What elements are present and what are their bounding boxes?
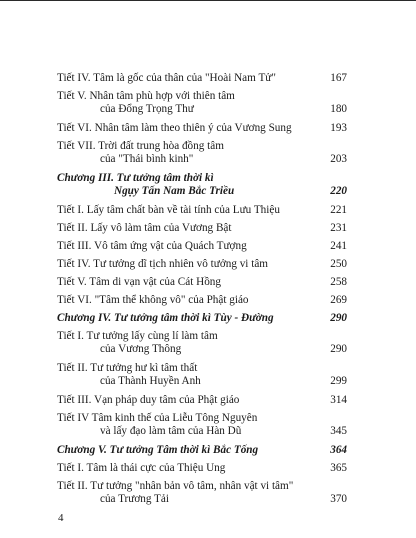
toc-entry-title: Chương V. Tư tưởng Tâm thời kì Bắc Tống [57,444,259,456]
top-border [0,0,416,1]
toc-entry-title: Tiết II. Lấy vô làm tâm của Vương Bật [57,222,232,234]
toc-line [57,90,347,103]
page-number: 4 [58,512,64,524]
toc-line [57,394,347,407]
toc-entry-title: Tiết V. Tâm di vạn vật của Cát Hồng [57,276,221,288]
toc-entry-title: Tiết VI. "Tâm thể không vô" của Phật giáo [57,294,249,306]
toc-entry-title: Tiết IV. Tư tưởng dĩ tịch nhiên vô tưởng vi tâm [57,258,268,270]
toc-line [57,276,347,289]
toc-entry-title: Tiết IV. Tâm là gốc của thân của "Hoài Nam Tử" [57,72,276,84]
toc-line [57,172,347,185]
toc-entry-title: Tiết V. Nhân tâm phù hợp với thiên tâm [57,90,235,102]
toc-page-number: 221 [330,204,347,216]
toc-page-number: 365 [330,462,347,474]
toc-entry [57,330,347,356]
toc-line [57,312,347,325]
toc-entry [57,412,347,438]
toc-entry-title: của Thành Huyền Anh [100,375,201,387]
toc-entry [57,362,347,388]
toc-chapter [57,444,347,457]
toc-page-number: 241 [330,240,347,252]
toc-line [57,153,347,166]
toc-line [57,493,347,506]
toc-entry-title: và lấy đạo làm tâm của Hàn Dũ [100,425,242,437]
toc-page-number: 290 [330,312,347,324]
toc-page-number: 203 [330,153,347,165]
toc-line [57,185,347,198]
toc-chapter [57,312,347,325]
toc-entry [57,204,347,217]
toc-page-number: 290 [330,343,347,355]
toc-line [57,140,347,153]
toc-line [57,222,347,235]
toc-entry-title: Tiết III. Vô tâm ứng vật của Quách Tượng [57,240,247,252]
toc-page-number: 269 [330,294,347,306]
toc-entry-title: Ngụy Tấn Nam Bắc Triều [114,185,235,197]
toc-line [57,294,347,307]
toc-entry-title: Tiết II. Tư tưởng "nhân bản vô tâm, nhân vật vi tâm" [57,480,294,492]
toc-entry-title: Chương IV. Tư tưởng tâm thời kì Tùy - Đường [57,312,274,324]
toc-page-number: 364 [330,444,347,456]
toc-line [57,444,347,457]
toc-line [57,480,347,493]
toc-page-number: 299 [330,375,347,387]
toc-entry [57,72,347,85]
toc-entry [57,258,347,271]
toc-page-number: 314 [330,394,347,406]
toc-entry-title: Tiết I. Lấy tâm chất bàn về tài tính của Lưu Thiệu [57,204,280,216]
toc-entry-title: Tiết I. Tư tưởng lấy cùng lí làm tâm [57,330,218,342]
toc-entry [57,480,347,506]
toc-page-number: 250 [330,258,347,270]
toc-line [57,330,347,343]
toc-line [57,343,347,356]
toc-page-number: 370 [330,493,347,505]
toc-entry-title: của Đổng Trọng Thư [100,103,194,115]
toc-page-number: 193 [330,122,347,134]
toc-entry-title: Chương III. Tư tưởng tâm thời kì [57,172,214,184]
toc-entry-title: Tiết I. Tâm là thái cực của Thiệu Ung [57,462,226,474]
toc-page-number: 345 [330,425,347,437]
toc-line [57,204,347,217]
toc-entry [57,90,347,116]
toc-page-number: 167 [330,72,347,84]
toc-line [57,375,347,388]
toc-chapter [57,172,347,198]
toc-page-number: 180 [330,103,347,115]
toc-line [57,462,347,475]
toc-entry-title: Tiết VI. Nhân tâm làm theo thiên ý của Vương Sung [57,122,292,134]
toc-entry [57,122,347,135]
toc-entry [57,462,347,475]
toc-entry [57,294,347,307]
toc-entry [57,394,347,407]
toc-line [57,240,347,253]
toc-line [57,362,347,375]
toc-line [57,412,347,425]
toc-entry-title: của "Thái bình kinh" [100,153,194,165]
toc-entry-title: Tiết IV Tâm kinh thế của Liễu Tông Nguyên [57,412,258,424]
toc-page-number: 258 [330,276,347,288]
toc-entry [57,140,347,166]
toc-entry [57,276,347,289]
toc-line [57,103,347,116]
toc-entry-title: Tiết III. Vạn pháp duy tâm của Phật giáo [57,394,240,406]
toc-entry [57,240,347,253]
toc-entry-title: của Vương Thông [100,343,182,355]
toc-entry-title: của Trương Tải [100,493,169,505]
toc-line [57,425,347,438]
toc-entry [57,222,347,235]
toc-entry-title: Tiết VII. Trời đất trung hòa đồng tâm [57,140,224,152]
toc-entry-title: Tiết II. Tư tưởng hư kì tâm thất [57,362,198,374]
toc-page-number: 231 [330,222,347,234]
toc-line [57,258,347,271]
toc-page-number: 220 [330,185,347,197]
toc-line [57,72,347,85]
toc-line [57,122,347,135]
